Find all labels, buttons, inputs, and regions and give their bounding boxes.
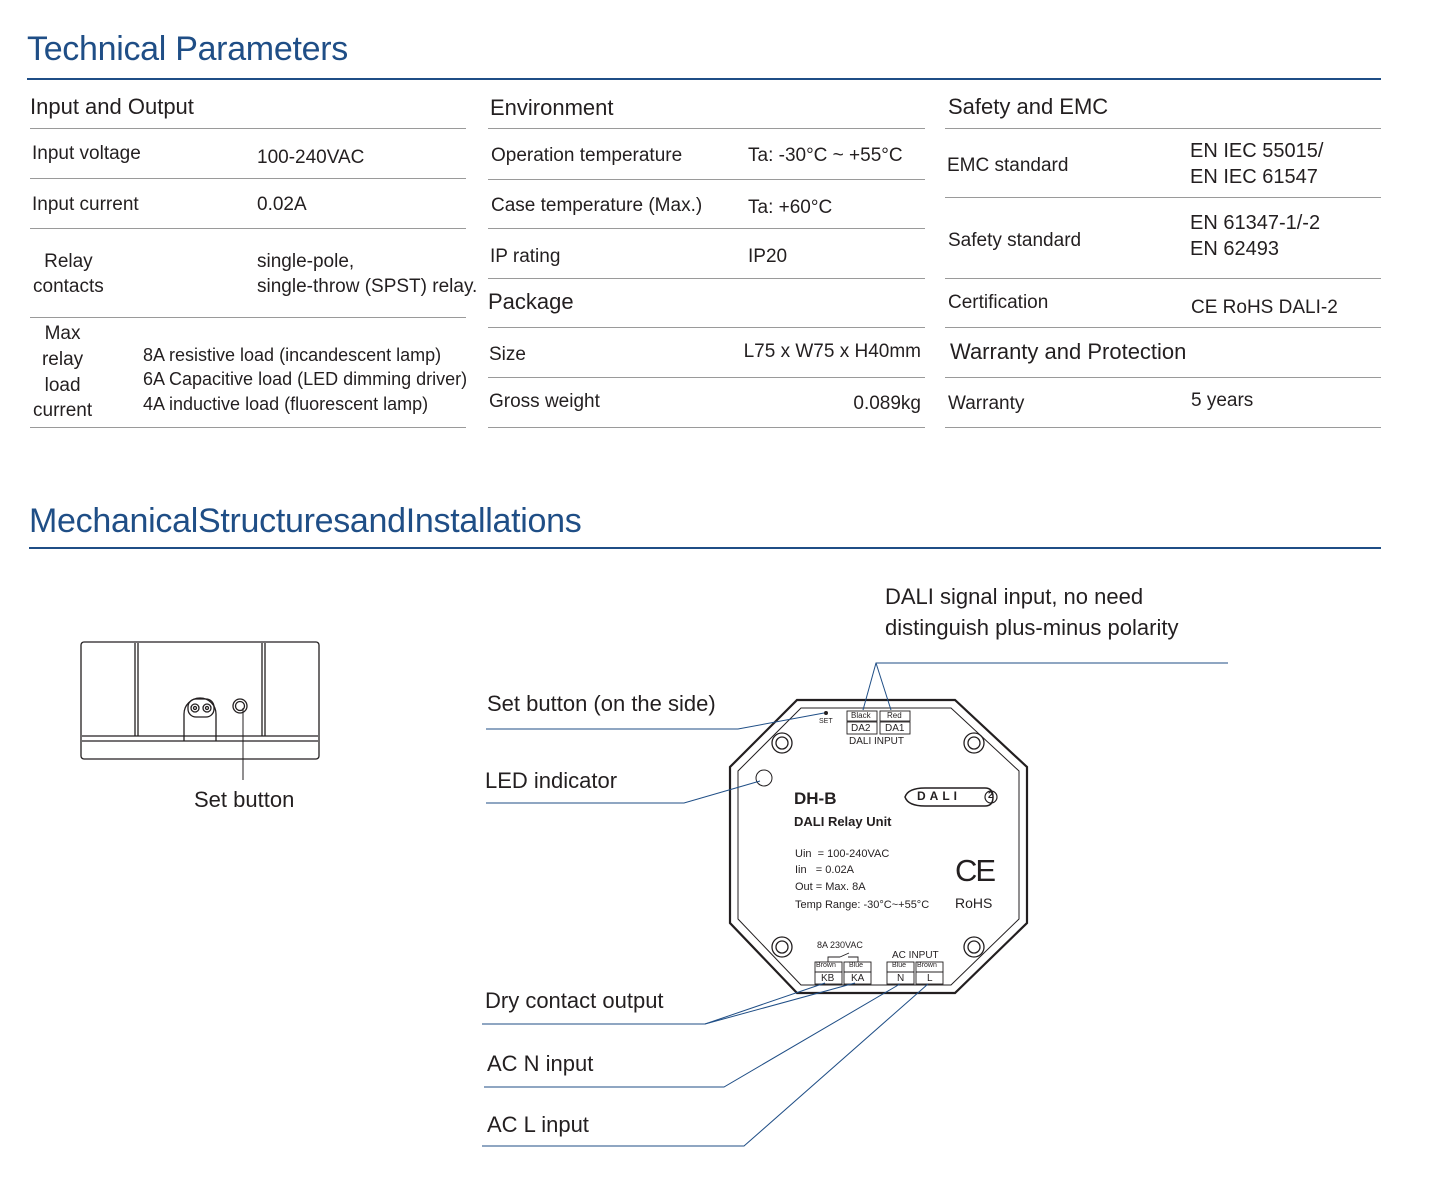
callout-dry-contact: Dry contact output [485, 988, 664, 1013]
environment-heading: Environment [490, 95, 614, 120]
warranty-value: 5 years [1191, 390, 1254, 411]
leader-dali-signal [863, 663, 1228, 710]
callout-ac-l: AC L input [487, 1112, 589, 1137]
warranty-heading: Warranty and Protection [950, 339, 1187, 364]
ip-rating-label: IP rating [490, 246, 561, 267]
spec-temp: Temp Range: -30°C~+55°C [795, 899, 930, 911]
device-name: DALI Relay Unit [794, 814, 892, 829]
da1-color: Red [887, 711, 902, 720]
da2-label: DA2 [851, 723, 871, 734]
operation-temperature-label: Operation temperature [491, 145, 683, 166]
ip-rating-value: IP20 [748, 246, 788, 267]
da2-color: Black [851, 711, 871, 720]
spec-iin: Iin = 0.02A [795, 864, 855, 876]
safety-standard-value: EN 61347-1/-2 EN 62493 [1190, 212, 1321, 260]
size-value: L75 x W75 x H40mm [743, 341, 921, 362]
size-label: Size [489, 344, 526, 365]
ac-input-label: AC INPUT [892, 950, 939, 961]
gross-weight-label: Gross weight [489, 391, 600, 412]
dali-input-label: DALI INPUT [849, 736, 905, 747]
operation-temperature-value: Ta: -30°C ~ +55°C [748, 145, 903, 166]
ka-color: Blue [849, 962, 864, 969]
relay-rating: 8A 230VAC [817, 940, 863, 950]
tech-title: Technical Parameters [27, 30, 348, 68]
safety-standard-label: Safety standard [948, 230, 1082, 251]
input-voltage-label: Input voltage [32, 143, 141, 164]
max-relay-load-value: 8A resistive load (incandescent lamp) 6A Capacitive load (LED dimming driver) 4A inductive load (fluorescent lamp) [143, 345, 468, 414]
l-label: L [927, 973, 933, 984]
spec-out: Out = Max. 8A [795, 881, 866, 893]
certification-label: Certification [948, 292, 1049, 313]
n-color: Blue [892, 962, 907, 969]
spec-uin: Uin = 100-240VAC [795, 848, 890, 860]
warranty-label: Warranty [948, 393, 1025, 414]
input-output-heading: Input and Output [30, 94, 194, 119]
callout-dali-signal: DALI signal input, no need distinguish plus-minus polarity [885, 584, 1179, 641]
device-model: DH-B [794, 789, 837, 808]
side-view-set-button-label: Set button [194, 787, 295, 812]
l-color: Brown [917, 962, 937, 969]
emc-standard-value: EN IEC 55015/ EN IEC 61547 [1190, 140, 1324, 188]
relay-contacts-label: Relay contacts [33, 251, 104, 298]
callout-set-button-side: Set button (on the side) [487, 691, 716, 716]
certification-value: CE RoHS DALI-2 [1191, 297, 1338, 318]
input-current-value: 0.02A [257, 194, 307, 215]
kb-label: KB [821, 973, 835, 984]
mech-title: MechanicalStructuresandInstallations [29, 502, 582, 540]
max-relay-load-label: Max relay load current [33, 323, 93, 422]
case-temperature-value: Ta: +60°C [748, 197, 833, 218]
rohs-mark: RoHS [955, 895, 993, 911]
kb-color: Brown [816, 962, 836, 969]
dali-logo-number: 2 [988, 790, 994, 800]
input-voltage-value: 100-240VAC [257, 147, 365, 168]
safety-heading: Safety and EMC [948, 94, 1109, 119]
gross-weight-value: 0.089kg [853, 393, 921, 414]
relay-contacts-value: single-pole, single-throw (SPST) relay. [257, 251, 478, 298]
set-label: SET [819, 718, 833, 725]
emc-standard-label: EMC standard [947, 155, 1069, 176]
da1-label: DA1 [885, 723, 905, 734]
ka-label: KA [851, 973, 865, 984]
n-label: N [897, 973, 905, 984]
ce-mark: CE [955, 853, 995, 888]
callout-ac-n: AC N input [487, 1051, 594, 1076]
package-heading: Package [488, 289, 574, 314]
callout-led-indicator: LED indicator [485, 768, 618, 793]
case-temperature-label: Case temperature (Max.) [491, 195, 703, 216]
input-current-label: Input current [32, 194, 139, 215]
dali-logo-text: DALI [917, 789, 961, 803]
